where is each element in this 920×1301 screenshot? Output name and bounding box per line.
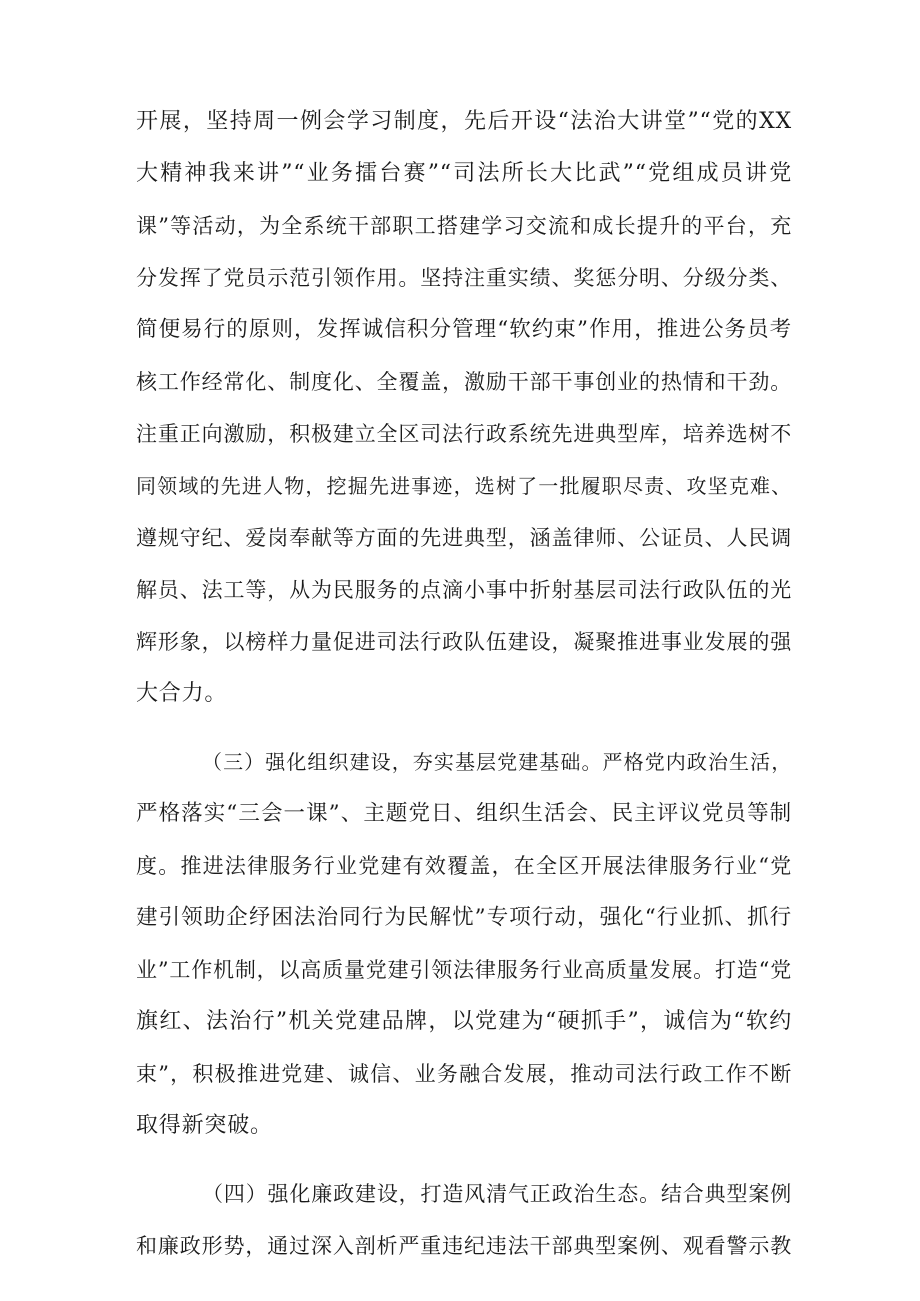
paragraph-line: 大精神我来讲”“业务擂台赛”“司法所长大比武”“党组成员讲党 xyxy=(136,161,792,186)
paragraph-line: 度。推进法律服务行业党建有效覆盖，在全区开展法律服务行业“党 xyxy=(136,854,792,878)
paragraph-line: 束”，积极推进党建、诚信、业务融合发展，推动司法行政工作不断 xyxy=(136,1062,792,1086)
section-heading-line: （四）强化廉政建设，打造风清气正政治生态。结合典型案例 xyxy=(202,1182,792,1206)
paragraph-line: 开展，坚持周一例会学习制度，先后开设“法治大讲堂”“党的XX xyxy=(136,109,792,134)
paragraph-line: 严格落实“三会一课”、主题党日、组织生活会、民主评议党员等制 xyxy=(136,801,792,826)
paragraph-line: 解员、法工等，从为民服务的点滴小事中折射基层司法行政队伍的光 xyxy=(136,578,792,602)
paragraph-line: 大合力。 xyxy=(136,681,228,706)
paragraph-line: 取得新突破。 xyxy=(136,1113,273,1138)
paragraph-line: 遵规守纪、爱岗奉献等方面的先进典型，涵盖律师、公证员、人民调 xyxy=(136,526,792,550)
paragraph-line: 建引领助企纾困法治同行为民解忧”专项行动，强化“行业抓、抓行 xyxy=(136,905,792,930)
paragraph-line: 分发挥了党员示范引领作用。坚持注重实绩、奖惩分明、分级分类、 xyxy=(136,266,792,290)
paragraph-line: 注重正向激励，积极建立全区司法行政系统先进典型库，培养选树不 xyxy=(136,422,792,446)
paragraph-line: 课”等活动，为全系统干部职工搭建学习交流和成长提升的平台，充 xyxy=(136,214,792,238)
paragraph-line: 辉形象，以榜样力量促进司法行政队伍建设，凝聚推进事业发展的强 xyxy=(136,630,792,654)
paragraph-line: 简便易行的原则，发挥诚信积分管理“软约束”作用，推进公务员考 xyxy=(136,317,792,342)
paragraph-line: 同领域的先进人物，挖掘先进事迹，选树了一批履职尽责、攻坚克难、 xyxy=(136,474,792,498)
paragraph-line: 和廉政形势，通过深入剖析严重违纪违法干部典型案例、观看警示教 xyxy=(136,1234,792,1258)
paragraph-line: 业”工作机制，以高质量党建引领法律服务行业高质量发展。打造“党 xyxy=(136,958,792,982)
paragraph-line: 旗红、法治行”机关党建品牌，以党建为“硬抓手”，诚信为“软约 xyxy=(136,1009,792,1034)
paragraph-line: 核工作经常化、制度化、全覆盖，激励干部干事创业的热情和干劲。 xyxy=(136,370,792,394)
section-heading-line: （三）强化组织建设，夯实基层党建基础。严格党内政治生活， xyxy=(202,750,792,774)
